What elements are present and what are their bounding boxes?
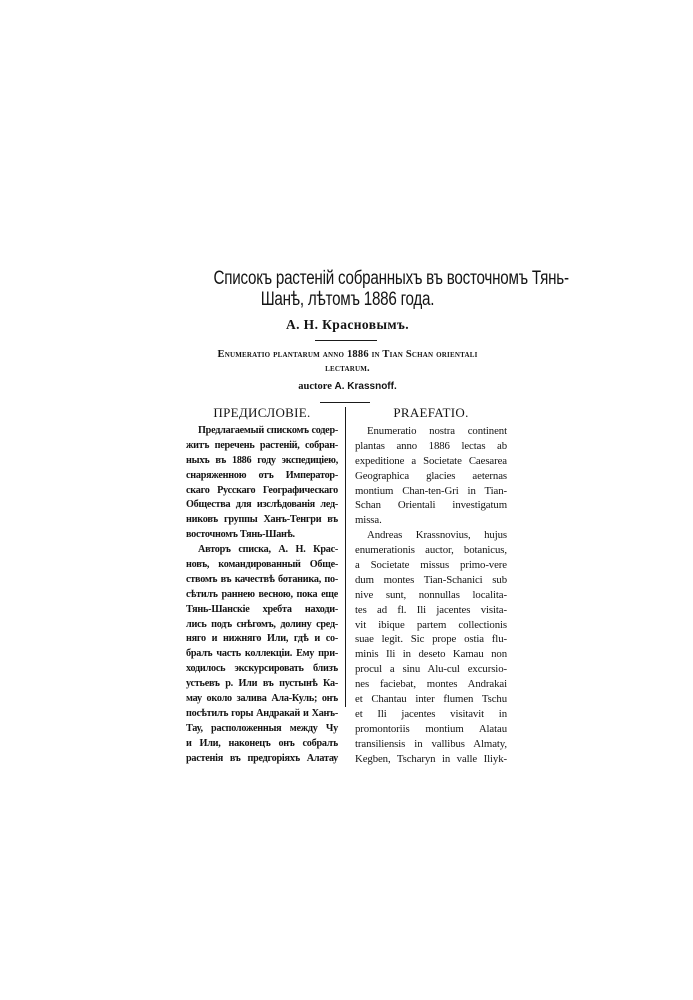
text-line: tes ad fl. Ili jacentes visita- — [355, 603, 507, 616]
title-line-1: Списокъ растеній собранныхъ въ восточномъ Тянь- — [213, 268, 569, 289]
text-line: посѣтилъ горы Андракай и Ханъ- — [186, 707, 338, 719]
column-divider — [345, 407, 346, 707]
text-line: мау около залива Ала-Куль; онъ — [186, 693, 338, 705]
left-column-russian — [186, 404, 338, 766]
left-column-text — [186, 424, 338, 766]
article-title — [213, 268, 569, 310]
text-line: Andreas Krassnovius, hujus — [367, 529, 507, 542]
text-line: восточномъ Тянь-Шанѣ. — [186, 529, 295, 541]
text-line: a Societate missus primo-vere — [355, 559, 507, 572]
text-line: vit ibique partem collectionis — [355, 618, 507, 631]
text-line: promontoriis montium Alatau — [355, 722, 507, 735]
latin-title-line-2: lectarum. — [325, 363, 370, 374]
text-line: Enumeratio nostra continent — [367, 425, 507, 437]
text-line: et Ili jacentes visitavit in — [355, 707, 507, 720]
text-line: plantas anno 1886 lectas ab — [355, 439, 507, 452]
text-line: и Или, наконецъ онъ собралъ — [186, 737, 338, 749]
text-line: устьевъ р. Или въ пустынѣ Ка- — [186, 678, 338, 690]
text-line: житъ перечень растеній, собран- — [186, 439, 338, 451]
text-line: снаряженною отъ Император- — [186, 469, 338, 481]
text-line: enumerationis auctor, botanicus, — [355, 544, 507, 557]
author-divider-rule — [320, 402, 370, 403]
text-line: ныхъ въ 1886 году экспедиціею, — [186, 454, 338, 466]
text-line: скаго Русскаго Географическаго — [186, 484, 338, 496]
text-line: няго и нижняго Или, гдѣ и со- — [186, 633, 338, 645]
text-line: лись подъ снѣгомъ, долину сред- — [186, 618, 338, 630]
text-line: suae legit. Sic prope ostia flu- — [355, 633, 507, 646]
latin-title-line-1: Enumeratio plantarum anno 1886 in Tian Schan orientali — [217, 349, 478, 360]
text-line: никовъ группы Ханъ-Тенгри въ — [186, 514, 338, 526]
text-line: nes faciebat, montes Andrakai — [355, 678, 507, 691]
right-column-latin — [355, 404, 507, 766]
author-name: А. Н. Красновымъ. — [285, 317, 410, 332]
auctore-name: A. Krassnoff. — [334, 381, 397, 392]
text-line: dum montes Tian-Schanici sub — [355, 573, 507, 586]
text-line: Тянь-Шанскіе хребта находи- — [186, 603, 338, 615]
text-line: бралъ часть коллекціи. Ему при- — [186, 648, 338, 660]
text-line: montium Chan-ten-Gri in Tian- — [355, 484, 507, 497]
text-line: et Chantau inter flumen Tschu — [355, 693, 507, 706]
latin-title — [190, 348, 505, 376]
text-line: Kegben, Tscharyn in valle Iliyk- — [355, 752, 507, 765]
text-line: ходилось экскурсировать близъ — [186, 663, 338, 675]
text-line: missa. — [355, 514, 382, 527]
text-line: expeditione a Societate Caesarea — [355, 454, 507, 467]
auctore-label: auctore — [298, 381, 332, 392]
text-line: Авторъ списка, А. Н. Крас- — [198, 544, 338, 556]
text-line: Geographica glacies aeternas — [355, 469, 507, 482]
text-line: transiliensis in vallibus Almaty, — [355, 737, 507, 750]
title-divider-rule — [315, 340, 377, 341]
text-line: сѣтилъ раннею весною, пока еще — [186, 588, 338, 600]
text-line: Тау, расположенныя между Чу — [186, 722, 338, 734]
text-line: новъ, командированный Обще- — [186, 559, 338, 571]
text-line: растенія въ предгоріяхъ Алатау — [186, 752, 338, 764]
text-line: Предлагаемый спискомъ содер- — [198, 425, 338, 436]
right-column-text — [355, 424, 507, 766]
text-line: Schan Orientali investigatum — [355, 499, 507, 512]
right-column-heading: PRAEFATIO. — [393, 405, 469, 420]
text-line: procul a sinu Alu-cul excursio- — [355, 663, 507, 676]
left-column-heading: ПРЕДИСЛОВІЕ. — [213, 405, 311, 420]
title-line-2: Шанѣ, лѣтомъ 1886 года. — [260, 289, 435, 310]
text-line: ствомъ въ качествѣ ботаника, по- — [186, 573, 338, 585]
latin-author — [190, 381, 505, 392]
text-line: Общества для изслѣдованія лед- — [186, 499, 338, 511]
text-line: minis Ili in deseto Kamau non — [355, 648, 507, 661]
text-line: nive sunt, nonnullas localita- — [355, 588, 507, 601]
